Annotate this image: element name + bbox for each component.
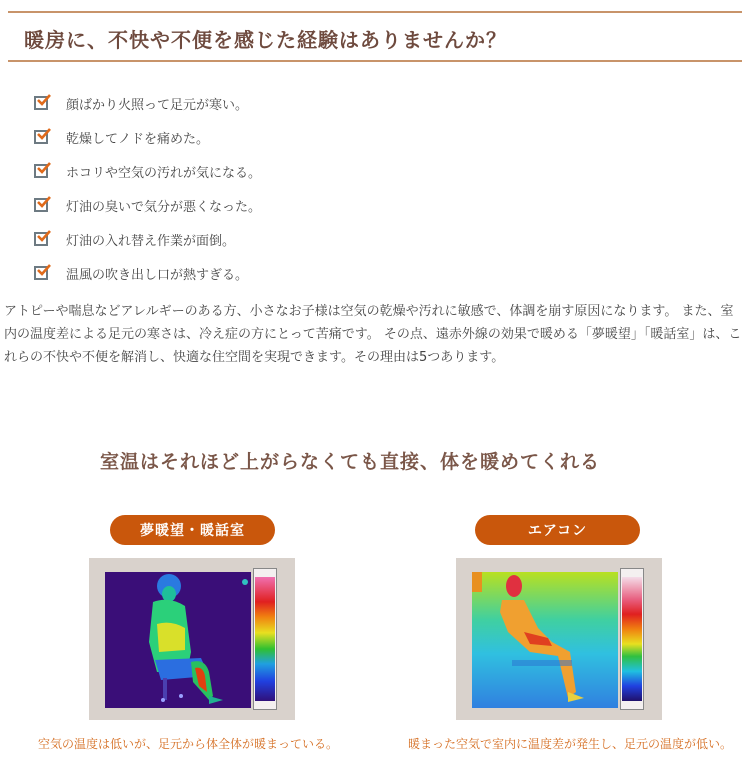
temperature-scale-left [253, 568, 277, 710]
comparison-heading: 室温はそれほど上がらなくても直接、体を暖めてくれる [99, 451, 600, 473]
checklist-item [34, 86, 261, 120]
checklist-item-label: 顔ばかり火照って足元が寒い。 [66, 97, 249, 113]
temperature-scale-right [620, 568, 644, 710]
title-rule-top [8, 11, 742, 13]
checklist-item-label: 灯油の入れ替え作業が面倒。 [66, 233, 236, 249]
caption-left: 空気の温度は低いが、足元から体全体が暖まっている。 [38, 737, 339, 751]
thermal-frame-left [89, 558, 295, 720]
thermal-image-right [472, 572, 618, 708]
checklist-item [34, 256, 261, 290]
checklist-item-label: 灯油の臭いで気分が悪くなった。 [66, 199, 262, 215]
label-pill-aircon: エアコン [475, 515, 640, 545]
checklist-item [34, 120, 261, 154]
checklist-item [34, 154, 261, 188]
checkbox-checked-icon [34, 96, 48, 110]
checklist-item-label: 温風の吹き出し口が熱すぎる。 [66, 267, 249, 283]
checklist-item-label: ホコリや空気の汚れが気になる。 [66, 165, 262, 181]
title-rule-bottom [8, 60, 742, 62]
thermal-frame-right [456, 558, 662, 720]
checkbox-checked-icon [34, 266, 48, 280]
checklist-item-label: 乾燥してノドを痛めた。 [66, 131, 210, 147]
thermal-image-left [105, 572, 251, 708]
label-pill-dandanbo: 夢暖望・暖話室 [110, 515, 275, 545]
caption-right: 暖まった空気で室内に温度差が発生し、足元の温度が低い。 [408, 737, 733, 751]
checklist [34, 86, 261, 290]
checkbox-checked-icon [34, 232, 48, 246]
intro-paragraph: アトピーや喘息などアレルギーのある方、小さなお子様は空気の乾燥や汚れに敏感で、体調を崩す原因になります。 また、室内の温度差による足元の寒さは、冷え症の方にとって苦痛です。 その点、遠赤外線の効果で暖める「夢暖望」「暖話室」は、これらの不快や不便を解消し、快適な住空間を実現できます。その理由は5つあります。 [4, 304, 742, 365]
checkbox-checked-icon [34, 164, 48, 178]
checklist-item [34, 222, 261, 256]
checkbox-checked-icon [34, 198, 48, 212]
page-title: 暖房に、不快や不便を感じた経験はありませんか？ [24, 28, 507, 52]
checklist-item [34, 188, 261, 222]
checkbox-checked-icon [34, 130, 48, 144]
